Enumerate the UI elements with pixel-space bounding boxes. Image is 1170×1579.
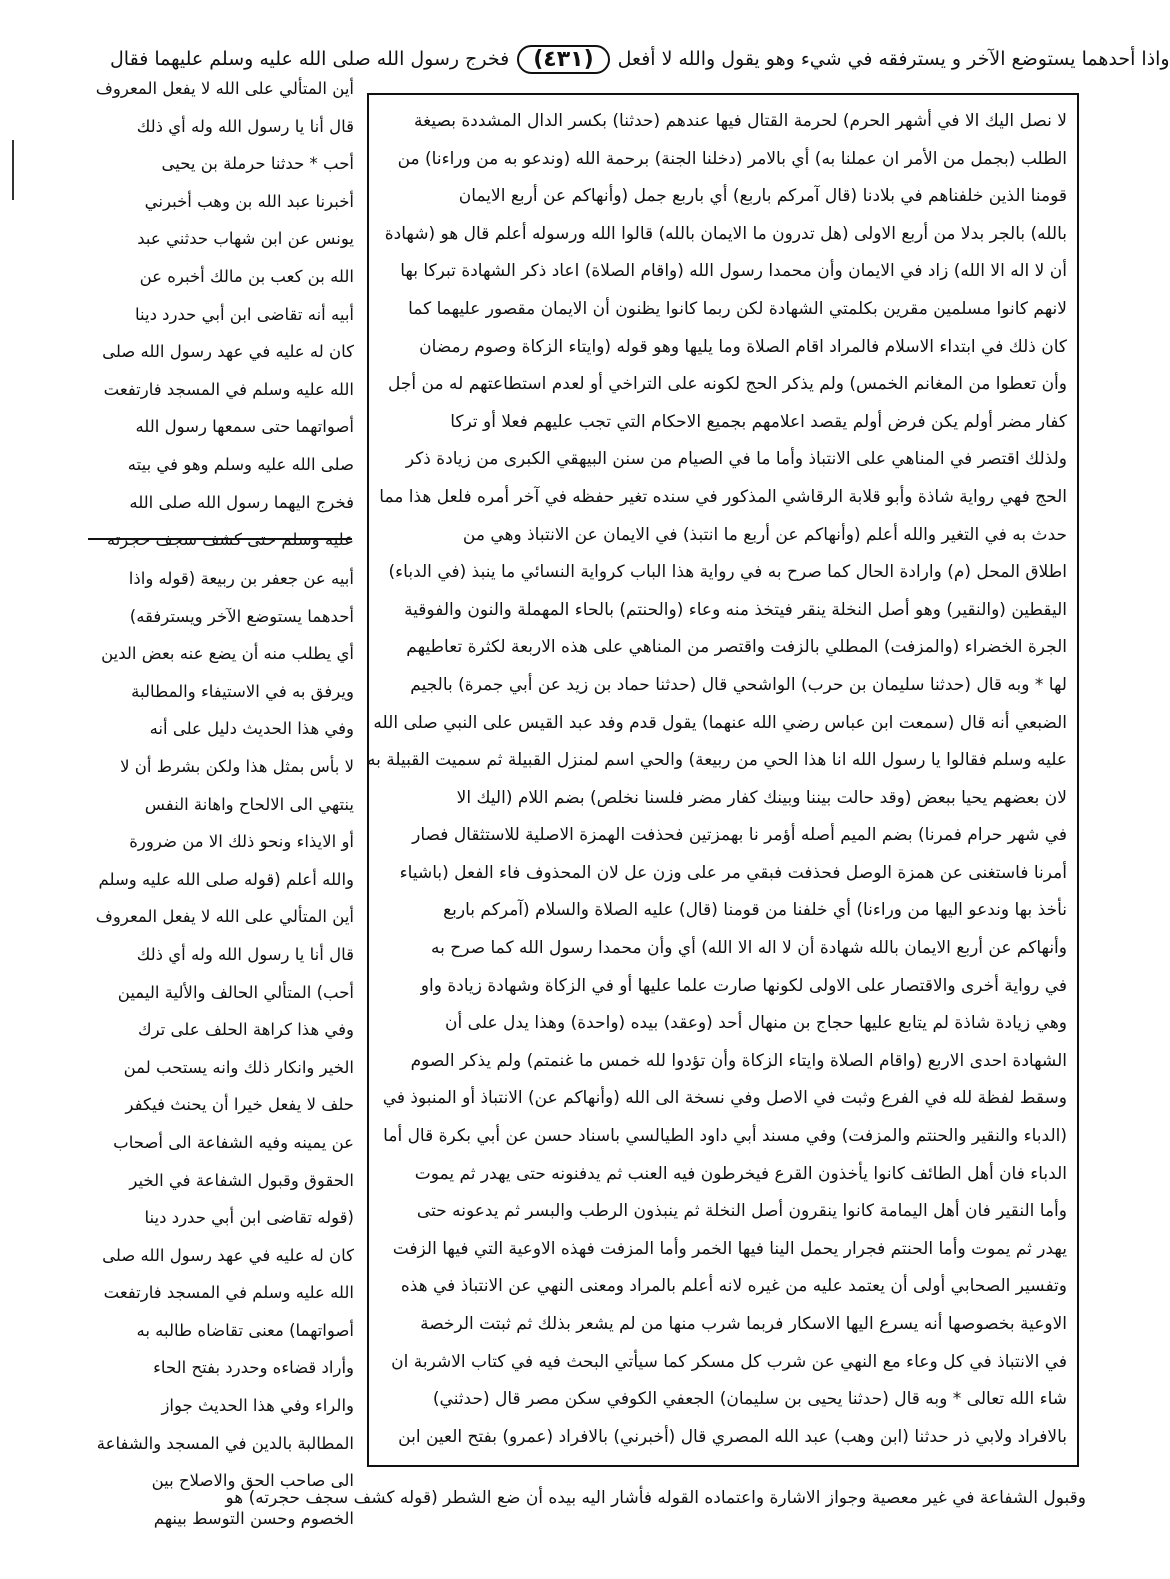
commentary-line: يهدر ثم يموت وأما الحنتم فجرار يحمل الينا فيها الخمر وأما المزفت فهذه الاوعية التي فيها الزفت xyxy=(392,1238,1067,1259)
hadith-line: أخبرنا عبد الله بن وهب أخبرني xyxy=(144,191,354,211)
commentary-line: ينتهي الى الالحاح واهانة النفس xyxy=(144,794,354,814)
hadith-line: صلى الله عليه وسلم وهو في بيته xyxy=(127,454,354,474)
commentary-line: الخصوم وحسن التوسط بينهم xyxy=(153,1508,354,1528)
commentary-line: ويرفق به في الاستيفاء والمطالبة xyxy=(131,681,354,701)
commentary-line: لانهم كانوا مسلمين مقرين بكلمتي الشهادة لكن ربما كانوا يظنون أن الايمان مقصور عليهما كما xyxy=(408,298,1067,319)
commentary-line: كان له عليه في عهد رسول الله صلى xyxy=(102,1245,354,1265)
nawawi-commentary xyxy=(84,560,354,1528)
hadith-line: أين المتألي على الله لا يفعل المعروف xyxy=(95,79,354,98)
hadith-line: فخرج اليهما رسول الله صلى الله xyxy=(129,492,354,512)
commentary-line: أو الايذاء ونحو ذلك الا من ضرورة xyxy=(129,832,354,852)
commentary-line: أين المتألي على الله لا يفعل المعروف xyxy=(95,907,354,927)
header-right-text: واذا أحدهما يستوضع الآخر و يسترفقه في شيء وهو يقول والله لا أفعل xyxy=(617,48,1170,70)
commentary-line: الدباء فان أهل الطائف كانوا يأخذون القرع فيخرطون فيه العنب ثم يدفنونه حتى يهدر ثم يموت xyxy=(414,1163,1067,1184)
commentary-line: لا بأس بمثل هذا ولكن بشرط أن لا xyxy=(120,756,354,776)
commentary-line: أن لا اله الا الله) زاد في الايمان وأن محمدا رسول الله (واقام الصلاة) اعاد ذكر الشهادة تبركا بها xyxy=(400,261,1067,282)
hadith-line: قال أنا يا رسول الله وله أي ذلك xyxy=(136,116,354,136)
hadith-line: أبيه أنه تقاضى ابن أبي حدرد دينا xyxy=(134,304,354,324)
margin-mark xyxy=(12,140,14,200)
commentary-line: وأنهاكم عن أربع الايمان بالله شهادة أن لا اله الا الله) أي وأن محمدا رسول الله كما صرح به xyxy=(431,938,1067,959)
commentary-line: قال أنا يا رسول الله وله أي ذلك xyxy=(136,944,354,964)
commentary-line: كان ذلك في ابتداء الاسلام فالمراد اقام الصلاة وما يليها وهو قوله (وايتاء الزكاة وصوم رمضان xyxy=(419,336,1067,357)
commentary-line: كفار مضر أولم يكن فرض أولم يقصد اعلامهم بجميع الاحكام التي تجب عليهم فعلا أو تركا xyxy=(450,411,1067,432)
commentary-line: عليه وسلم فقالوا يا رسول الله انا هذا الحي من ربيعة) والحي اسم لمنزل القبيلة ثم سميت القبيلة به xyxy=(367,750,1067,771)
commentary-box xyxy=(367,93,1079,1467)
commentary-line: والراء وفي هذا الحديث جواز xyxy=(161,1396,354,1416)
hadith-line: أحب * حدثنا حرملة بن يحيى xyxy=(161,154,354,174)
commentary-line: بالافراد ولابي ذر حدثنا (ابن وهب) عبد الله المصري قال (أخبرني) بالافراد (عمرو) بفتح العين ابن xyxy=(398,1426,1067,1447)
commentary-line: وأراد قضاءه وحدرد بفتح الحاء xyxy=(153,1358,354,1378)
commentary-line: أحدهما يستوضع الآخر ويسترفقه) xyxy=(129,606,354,626)
commentary-line: الى صاحب الحق والاصلاح بين xyxy=(151,1471,354,1491)
commentary-line: أصواتهما) معنى تقاضاه طالبه به xyxy=(136,1320,354,1340)
commentary-line: بالله) بالجر بدلا من أربع الاولى (هل تدرون ما الايمان بالله) قالوا الله ورسوله أعلم قال هو (شهادة xyxy=(384,223,1067,244)
commentary-line: شاء الله تعالى * وبه قال (حدثنا يحيى بن سليمان) الجعفي الكوفي سكن مصر قال (حدثني) xyxy=(432,1389,1067,1410)
commentary-line: أمرنا فاستغنى عن همزة الوصل فحذفت فبقي مر على وزن عل لان المحذوف فاء الفعل (باشياء xyxy=(399,862,1067,883)
commentary-line: وتفسير الصحابي أولى أن يعتمد عليه من غيره لانه أعلم بالمراد ومعنى النهي عن الانتباذ في هذه xyxy=(400,1276,1067,1297)
commentary-line: وأما النقير فان أهل اليمامة كانوا ينقرون أصل النخلة ثم ينبذون الرطب والبسر ثم يدعونه حتى xyxy=(416,1201,1067,1222)
hadith-line: الله بن كعب بن مالك أخبره عن xyxy=(139,266,354,286)
commentary-line: أحب) المتألي الحالف والألية اليمين xyxy=(117,982,354,1002)
hadith-line: أصواتهما حتى سمعها رسول الله xyxy=(135,417,354,437)
page-footer: وقبول الشفاعة في غير معصية وجواز الاشارة واعتماده القوله فأشار اليه بيده أن ضع الشطر (قوله كشف سجف حجرته) هو xyxy=(225,1488,1086,1508)
commentary-line: والله أعلم (قوله صلى الله عليه وسلم xyxy=(98,869,354,889)
commentary-line: عن يمينه وفيه الشفاعة الى أصحاب xyxy=(113,1132,354,1152)
commentary-line: وهي زيادة شاذة لم يتابع عليها حجاج بن منهال أحد (وعقد) بيده (واحدة) وهذا يدل على أن xyxy=(445,1013,1067,1034)
commentary-line: لها * وبه قال (حدثنا سليمان بن حرب) الواشحي قال (حدثنا حماد بن زيد عن أبي جمرة) بالجيم xyxy=(410,674,1067,695)
commentary-line: المطالبة بالدين في المسجد والشفاعة xyxy=(96,1433,354,1453)
commentary-line: الله عليه وسلم في المسجد فارتفعت xyxy=(103,1283,354,1303)
hadith-line: كان له عليه في عهد رسول الله صلى xyxy=(102,342,354,362)
commentary-line: الضبعي أنه قال (سمعت ابن عباس رضي الله عنهما) يقول قدم وفد عبد القيس على النبي صلى الله xyxy=(373,712,1067,733)
commentary-line: وأن تعطوا من المغانم الخمس) ولم يذكر الحج لكونه على التراخي أو لعدم استطاعتهم له من أجل xyxy=(388,374,1067,395)
commentary-line: أي يطلب منه أن يضع عنه بعض الدين xyxy=(101,644,354,664)
commentary-line: وفي هذا الحديث دليل على أنه xyxy=(149,719,354,739)
hadith-text-top xyxy=(84,70,354,550)
commentary-line: في الانتباذ في كل وعاء مع النهي عن شرب كل مسكر كما سيأتي البحث فيه في كتاب الاشربة ان xyxy=(391,1351,1067,1372)
commentary-line: لان بعضهم يحيا ببعض (وقد حالت بيننا وبينك كفار مضر فلسنا نخلص) بضم اللام (اليك الا xyxy=(456,787,1067,808)
commentary-line: الجرة الخضراء (والمزفت) المطلي بالزفت واقتصر من المناهي على هذه الاربعة لكثرة تعاطيهم xyxy=(406,637,1067,658)
commentary-line: (الدباء والنقير والحنتم والمزفت) وفي مسند أبي داود الطيالسي باسناد حسن عن أبي بكرة قال أما xyxy=(383,1126,1067,1147)
commentary-line: الحج فهي رواية شاذة وأبو قلابة الرقاشي المذكور في سنده تغير حفظه في آخر أمره فلعل هذا مما xyxy=(379,486,1067,507)
commentary-line: نأخذ بها وندعو اليها من وراءنا) أي خلفنا من قومنا (قال) عليه الصلاة والسلام (آمركم باربع xyxy=(443,900,1067,921)
commentary-line: لا نصل اليك الا في أشهر الحرم) لحرمة القتال فيها عندهم (حدثنا) بكسر الدال المشددة بصيغة xyxy=(414,111,1067,131)
column-divider xyxy=(88,538,352,540)
hadith-line: الله عليه وسلم في المسجد فارتفعت xyxy=(103,379,354,399)
commentary-line: حدث به في التغير والله أعلم (وأنهاكم عن أربع ما انتبذ) في الايمان عن الانتباذ وهي من xyxy=(462,524,1067,545)
commentary-line: اليقطين (والنقير) وهو أصل النخلة ينقر فيتخذ منه وعاء (والحنتم) بالحاء المهملة والنون والفوقية xyxy=(404,599,1067,620)
commentary-line: في شهر حرام فمرنا) بضم الميم أصله أؤمر نا بهمزتين فحذفت الهمزة الاصلية للاستثقال فصار xyxy=(412,825,1067,846)
commentary-line: الاوعية بخصوصها أنه يسرع اليها الاسكار فربما شرب منها من لم يشعر بذلك ثم ثبتت الرخصة xyxy=(420,1314,1067,1334)
hadith-line: يونس عن ابن شهاب حدثني عبد xyxy=(137,229,354,249)
commentary-line: وسقط لفظة لله في الفرع وثبت في الاصل وفي نسخة الى الله (وأنهاكم عن) الانتباذ أو المنبوذ في xyxy=(382,1088,1067,1109)
commentary-line: (قوله تقاضى ابن أبي حدرد دينا xyxy=(144,1208,354,1228)
commentary-line: ولذلك اقتصر في المناهي على الانتباذ وأما ما في الصيام من سنن البيهقي الكبرى من زيادة ذكر xyxy=(405,449,1067,470)
commentary-line: وفي هذا كراهة الحلف على ترك xyxy=(137,1020,354,1040)
commentary-line: في رواية أخرى والاقتصار على الاولى لكونها صارت علما عليها أو في الزكاة وشهادة زيادة واو xyxy=(420,975,1067,996)
commentary-line: اطلاق المحل (م) وارادة الحال كما صرح به في رواية هذا الباب كرواية النسائي ما ينبذ (في الدباء) xyxy=(388,562,1067,583)
page-number: (٤٣١) xyxy=(517,45,609,74)
commentary-line: قومنا الذين خلفناهم في بلادنا (قال آمركم باربع) أي باربع جمل (وأنهاكم عن أربع الايمان xyxy=(458,186,1067,207)
commentary-line: حلف لا يفعل خيرا أن يحنث فيكفر xyxy=(125,1095,354,1115)
commentary-line: الحقوق وقبول الشفاعة في الخير xyxy=(129,1170,354,1190)
commentary-line: أبيه عن جعفر بن ربيعة (قوله واذا xyxy=(128,569,354,588)
hadith-line: عليه وسلم حتى كشف سجف حجرته xyxy=(106,530,354,550)
commentary-line: الخير وانكار ذلك وانه يستحب لمن xyxy=(123,1057,354,1077)
header-left-text: فخرج رسول الله صلى الله عليه وسلم عليهما فقال xyxy=(110,48,510,70)
commentary-line: الطلب (بجمل من الأمر ان عملنا به) أي بالامر (دخلنا الجنة) برحمة الله (وندعو به من وراءنا) من xyxy=(397,148,1067,169)
commentary-line: الشهادة احدى الاربع (واقام الصلاة وايتاء الزكاة وأن تؤدوا لله خمس ما غنمتم) ولم يذكر الصوم xyxy=(410,1050,1067,1071)
